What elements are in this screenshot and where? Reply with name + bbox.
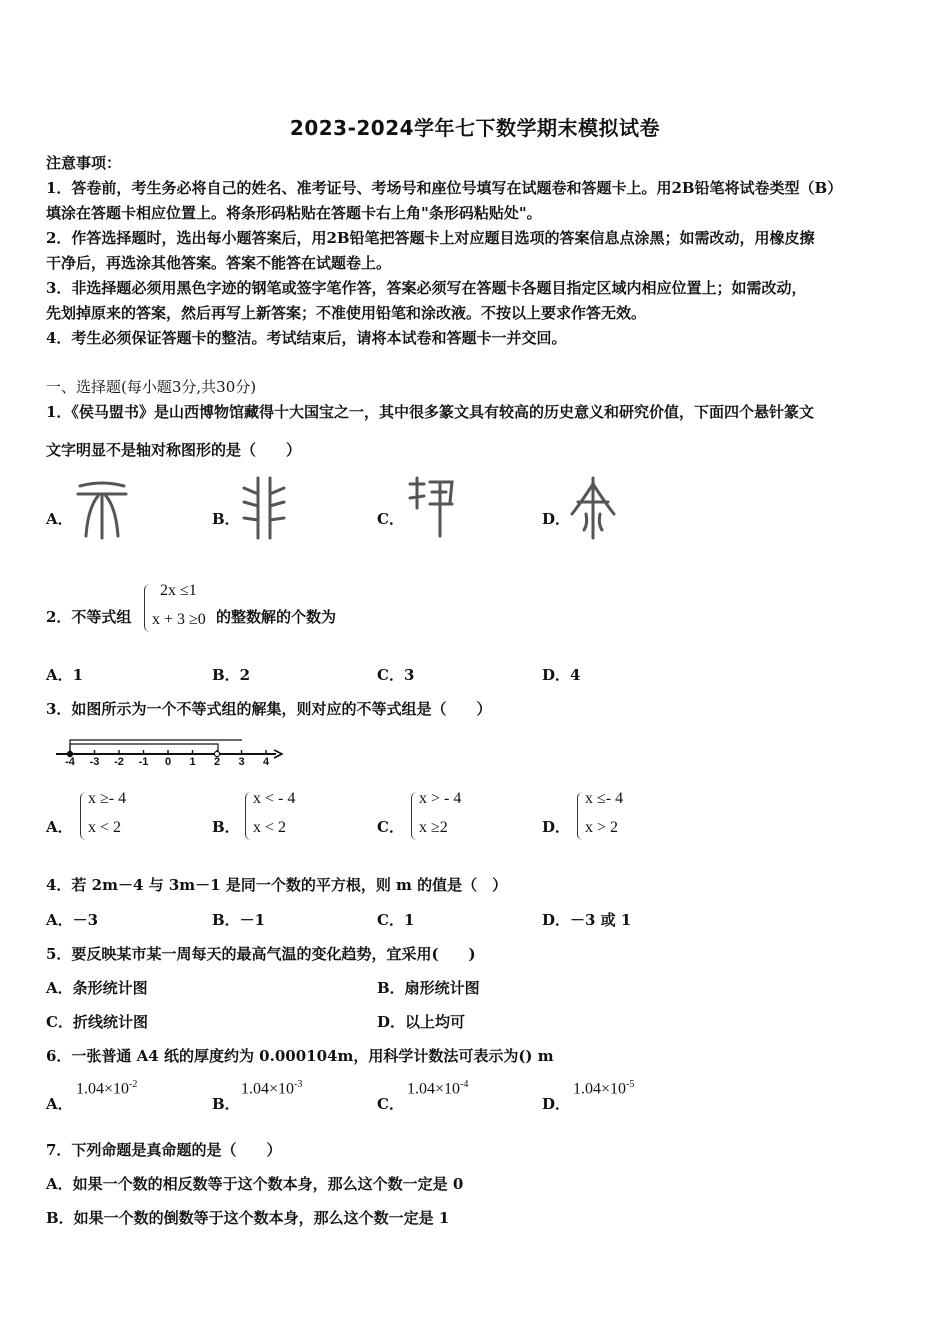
q5-option-c: C．折线统计图 <box>46 1013 148 1031</box>
system-brace <box>245 792 252 840</box>
q2-option-a: A．1 <box>46 666 84 684</box>
system-brace <box>80 792 87 840</box>
q3-b-line-1: x < - 4 <box>253 790 296 807</box>
q3-c-line-2: x ≥2 <box>419 819 448 836</box>
q4-option-c: C．1 <box>377 911 415 929</box>
section-heading: 一、选择题(每小题3分,共30分) <box>46 378 257 396</box>
notice-line: 干净后，再选涂其他答案。答案不能答在试题卷上。 <box>46 254 392 272</box>
q2-inequality-1: 2x ≤1 <box>160 582 197 599</box>
q3-option-d-label: D． <box>542 818 571 836</box>
q3-option-a-label: A． <box>46 818 73 836</box>
notice-line: 1．答卷前，考生务必将自己的姓名、准考证号、考场号和座位号填写在试题卷和答题卡上。用2B铅笔将试卷类型（B） <box>46 179 843 197</box>
tick-label: -4 <box>65 756 75 768</box>
question-3-text: 3．如图所示为一个不等式组的解集，则对应的不等式组是（ ） <box>46 700 492 718</box>
tick-label: 1 <box>189 756 196 768</box>
q3-a-line-1: x ≥- 4 <box>88 790 127 807</box>
seal-character-b-image <box>240 474 288 542</box>
q6-option-d-label: D． <box>542 1095 571 1113</box>
question-2-prefix: 2．不等式组 <box>46 608 132 626</box>
tick-label: -2 <box>114 756 124 768</box>
tick-label: 4 <box>262 756 270 768</box>
q3-option-c-label: C． <box>377 818 404 836</box>
tick-label: 3 <box>238 756 245 768</box>
q3-c-line-1: x > - 4 <box>419 790 462 807</box>
seal-character-a-image <box>74 478 130 542</box>
q5-option-d: D．以上均可 <box>377 1013 466 1031</box>
question-6-text: 6．一张普通 A4 纸的厚度约为 0.000104m，用科学计数法可表示为() m <box>46 1047 554 1065</box>
notice-line: 4．考生必须保证答题卡的整洁。考试结束后，请将本试卷和答题卡一并交回。 <box>46 329 567 347</box>
tick-label: 2 <box>213 756 221 768</box>
q2-option-c: C．3 <box>377 666 415 684</box>
tick-label: -1 <box>138 756 149 768</box>
q5-option-b: B．扇形统计图 <box>377 979 480 997</box>
notice-line: 填涂在答题卡相应位置上。将条形码粘贴在答题卡右上角"条形码粘贴处"。 <box>46 204 542 222</box>
notice-line: 3．非选择题必须用黑色字迹的钢笔或签字笔作答，答案必须写在答题卡各题目指定区域内相应位置上；如需改动， <box>46 279 807 297</box>
q5-option-a: A．条形统计图 <box>46 979 148 997</box>
q4-option-a: A．－3 <box>46 911 99 929</box>
question-2-suffix: 的整数解的个数为 <box>216 608 337 626</box>
q1-option-c-label: C． <box>377 510 404 528</box>
q6-option-c-value: $1.04\times 10^{-4}$ <box>407 1079 469 1098</box>
q3-a-line-2: x < 2 <box>88 819 122 836</box>
tick-label: -3 <box>89 756 100 768</box>
q6-option-d-value: $1.04\times 10^{-5}$ <box>573 1079 635 1098</box>
seal-character-c-image <box>406 474 458 540</box>
q3-b-line-2: x < 2 <box>253 819 287 836</box>
q7-option-b: B．如果一个数的倒数等于这个数本身，那么这个数一定是 1 <box>46 1209 450 1227</box>
system-brace <box>411 792 418 840</box>
q1-option-d-label: D． <box>542 510 571 528</box>
notice-line: 2．作答选择题时，选出每小题答案后，用2B铅笔把答题卡上对应题目选项的答案信息点涂黑；如需改动，用橡皮擦 <box>46 229 815 247</box>
q6-option-b-value: $1.04\times 10^{-3}$ <box>241 1079 303 1098</box>
q3-option-b-label: B． <box>212 818 240 836</box>
number-line-labels <box>48 756 288 772</box>
q6-option-a-value: $1.04\times 10^{-2}$ <box>76 1079 138 1098</box>
seal-character-d-image <box>568 474 618 542</box>
page-title: 2023-2024学年七下数学期末模拟试卷 <box>289 116 661 140</box>
system-brace <box>144 584 151 632</box>
q6-option-c-label: C． <box>377 1095 404 1113</box>
notice-line: 先划掉原来的答案，然后再写上新答案；不准使用铅笔和涂改液。不按以上要求作答无效。 <box>46 304 647 322</box>
question-1-text: 1．《侯马盟书》是山西博物馆藏得十大国宝之一，其中很多篆文具有较高的历史意义和研究价值，下面四个悬针篆文 <box>46 403 814 421</box>
notice-heading: 注意事项： <box>46 154 122 172</box>
q2-option-d: D．4 <box>542 666 581 684</box>
q4-option-d: D．－3 或 1 <box>542 911 632 929</box>
question-7-text: 7．下列命题是真命题的是（ ） <box>46 1141 282 1159</box>
q2-option-b: B．2 <box>212 666 251 684</box>
q4-option-b: B．－1 <box>212 911 266 929</box>
q3-d-line-2: x > 2 <box>585 819 619 836</box>
question-1-text-cont: 文字明显不是轴对称图形的是（ ） <box>46 441 302 459</box>
q7-option-a: A．如果一个数的相反数等于这个数本身，那么这个数一定是 0 <box>46 1175 464 1193</box>
q6-option-a-label: A． <box>46 1095 73 1113</box>
q1-option-b-label: B． <box>212 510 240 528</box>
question-5-text: 5．要反映某市某一周每天的最高气温的变化趋势，宜采用( ) <box>46 945 476 963</box>
tick-label: 0 <box>164 756 172 768</box>
question-4-text: 4．若 2m－4 与 3m－1 是同一个数的平方根，则 m 的值是（ ） <box>46 876 508 894</box>
q6-option-b-label: B． <box>212 1095 240 1113</box>
q1-option-a-label: A． <box>46 510 73 528</box>
q3-d-line-1: x ≤- 4 <box>585 790 624 807</box>
q2-inequality-2: x + 3 ≥0 <box>152 611 206 628</box>
system-brace <box>577 792 584 840</box>
